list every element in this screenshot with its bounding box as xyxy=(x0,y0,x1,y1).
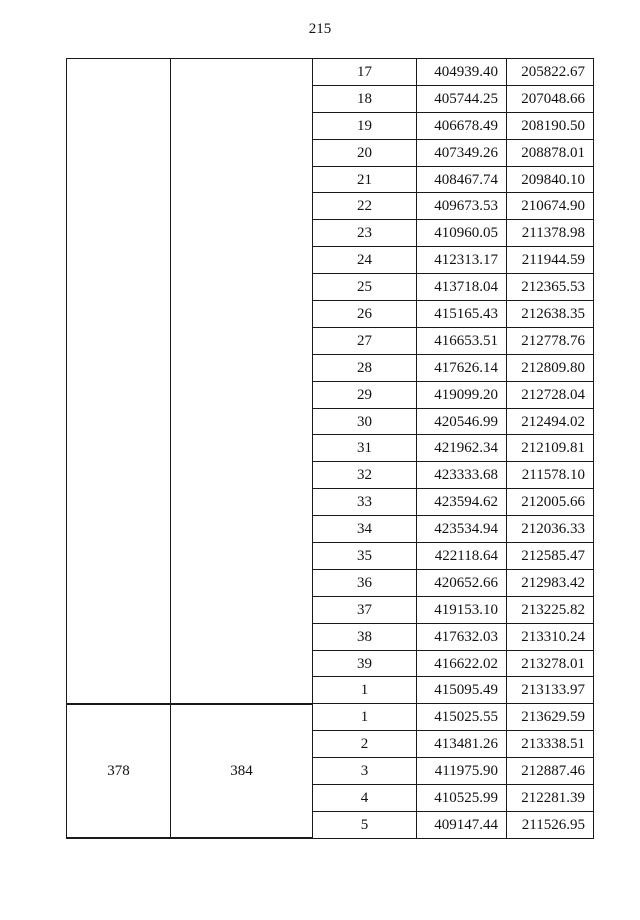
y-coordinate-cell: 210674.90 xyxy=(507,193,594,220)
point-number-cell: 18 xyxy=(313,85,417,112)
point-number-cell: 2 xyxy=(313,731,417,758)
y-coordinate-cell: 208878.01 xyxy=(507,139,594,166)
point-number-cell: 33 xyxy=(313,489,417,516)
x-coordinate-cell: 415095.49 xyxy=(417,677,507,704)
group-code-cell xyxy=(171,59,313,704)
point-number-cell: 21 xyxy=(313,166,417,193)
point-number-cell: 34 xyxy=(313,516,417,543)
point-number-cell: 27 xyxy=(313,327,417,354)
point-number-cell: 24 xyxy=(313,247,417,274)
x-coordinate-cell: 420652.66 xyxy=(417,569,507,596)
group-id-cell xyxy=(67,59,171,704)
x-coordinate-cell: 410525.99 xyxy=(417,785,507,812)
y-coordinate-cell: 211526.95 xyxy=(507,811,594,838)
x-coordinate-cell: 415165.43 xyxy=(417,301,507,328)
point-number-cell: 31 xyxy=(313,435,417,462)
y-coordinate-cell: 212809.80 xyxy=(507,354,594,381)
y-coordinate-cell: 213310.24 xyxy=(507,623,594,650)
y-coordinate-cell: 205822.67 xyxy=(507,59,594,86)
x-coordinate-cell: 411975.90 xyxy=(417,758,507,785)
group-code-cell: 384 xyxy=(171,704,313,838)
y-coordinate-cell: 213278.01 xyxy=(507,650,594,677)
y-coordinate-cell: 213225.82 xyxy=(507,596,594,623)
x-coordinate-cell: 415025.55 xyxy=(417,704,507,731)
point-number-cell: 26 xyxy=(313,301,417,328)
x-coordinate-cell: 413718.04 xyxy=(417,274,507,301)
x-coordinate-cell: 420546.99 xyxy=(417,408,507,435)
point-number-cell: 4 xyxy=(313,785,417,812)
point-number-cell: 35 xyxy=(313,543,417,570)
x-coordinate-cell: 417632.03 xyxy=(417,623,507,650)
x-coordinate-cell: 416653.51 xyxy=(417,327,507,354)
coordinates-table xyxy=(66,58,594,839)
point-number-cell: 29 xyxy=(313,381,417,408)
x-coordinate-cell: 421962.34 xyxy=(417,435,507,462)
x-coordinate-cell: 408467.74 xyxy=(417,166,507,193)
y-coordinate-cell: 211378.98 xyxy=(507,220,594,247)
y-coordinate-cell: 211578.10 xyxy=(507,462,594,489)
table-row xyxy=(67,704,594,731)
x-coordinate-cell: 404939.40 xyxy=(417,59,507,86)
point-number-cell: 25 xyxy=(313,274,417,301)
y-coordinate-cell: 212585.47 xyxy=(507,543,594,570)
y-coordinate-cell: 212638.35 xyxy=(507,301,594,328)
point-number-cell: 37 xyxy=(313,596,417,623)
x-coordinate-cell: 423333.68 xyxy=(417,462,507,489)
page-number: 215 xyxy=(308,21,332,37)
y-coordinate-cell: 212778.76 xyxy=(507,327,594,354)
table-row xyxy=(67,59,594,86)
x-coordinate-cell: 413481.26 xyxy=(417,731,507,758)
x-coordinate-cell: 419153.10 xyxy=(417,596,507,623)
y-coordinate-cell: 212365.53 xyxy=(507,274,594,301)
x-coordinate-cell: 409147.44 xyxy=(417,811,507,838)
y-coordinate-cell: 212109.81 xyxy=(507,435,594,462)
y-coordinate-cell: 212036.33 xyxy=(507,516,594,543)
point-number-cell: 17 xyxy=(313,59,417,86)
x-coordinate-cell: 410960.05 xyxy=(417,220,507,247)
point-number-cell: 30 xyxy=(313,408,417,435)
x-coordinate-cell: 412313.17 xyxy=(417,247,507,274)
point-number-cell: 38 xyxy=(313,623,417,650)
x-coordinate-cell: 423594.62 xyxy=(417,489,507,516)
x-coordinate-cell: 423534.94 xyxy=(417,516,507,543)
point-number-cell: 23 xyxy=(313,220,417,247)
y-coordinate-cell: 213338.51 xyxy=(507,731,594,758)
point-number-cell: 20 xyxy=(313,139,417,166)
point-number-cell: 3 xyxy=(313,758,417,785)
y-coordinate-cell: 213133.97 xyxy=(507,677,594,704)
y-coordinate-cell: 212494.02 xyxy=(507,408,594,435)
group-id-cell: 378 xyxy=(67,704,171,838)
y-coordinate-cell: 211944.59 xyxy=(507,247,594,274)
x-coordinate-cell: 407349.26 xyxy=(417,139,507,166)
x-coordinate-cell: 417626.14 xyxy=(417,354,507,381)
x-coordinate-cell: 422118.64 xyxy=(417,543,507,570)
y-coordinate-cell: 212983.42 xyxy=(507,569,594,596)
y-coordinate-cell: 209840.10 xyxy=(507,166,594,193)
x-coordinate-cell: 405744.25 xyxy=(417,85,507,112)
point-number-cell: 36 xyxy=(313,569,417,596)
y-coordinate-cell: 207048.66 xyxy=(507,85,594,112)
point-number-cell: 19 xyxy=(313,112,417,139)
y-coordinate-cell: 212281.39 xyxy=(507,785,594,812)
x-coordinate-cell: 409673.53 xyxy=(417,193,507,220)
point-number-cell: 32 xyxy=(313,462,417,489)
x-coordinate-cell: 416622.02 xyxy=(417,650,507,677)
x-coordinate-cell: 419099.20 xyxy=(417,381,507,408)
point-number-cell: 1 xyxy=(313,704,417,731)
y-coordinate-cell: 212005.66 xyxy=(507,489,594,516)
point-number-cell: 1 xyxy=(313,677,417,704)
y-coordinate-cell: 213629.59 xyxy=(507,704,594,731)
y-coordinate-cell: 212728.04 xyxy=(507,381,594,408)
y-coordinate-cell: 212887.46 xyxy=(507,758,594,785)
x-coordinate-cell: 406678.49 xyxy=(417,112,507,139)
coordinates-table-body xyxy=(67,59,594,839)
y-coordinate-cell: 208190.50 xyxy=(507,112,594,139)
point-number-cell: 39 xyxy=(313,650,417,677)
point-number-cell: 28 xyxy=(313,354,417,381)
point-number-cell: 22 xyxy=(313,193,417,220)
point-number-cell: 5 xyxy=(313,811,417,838)
